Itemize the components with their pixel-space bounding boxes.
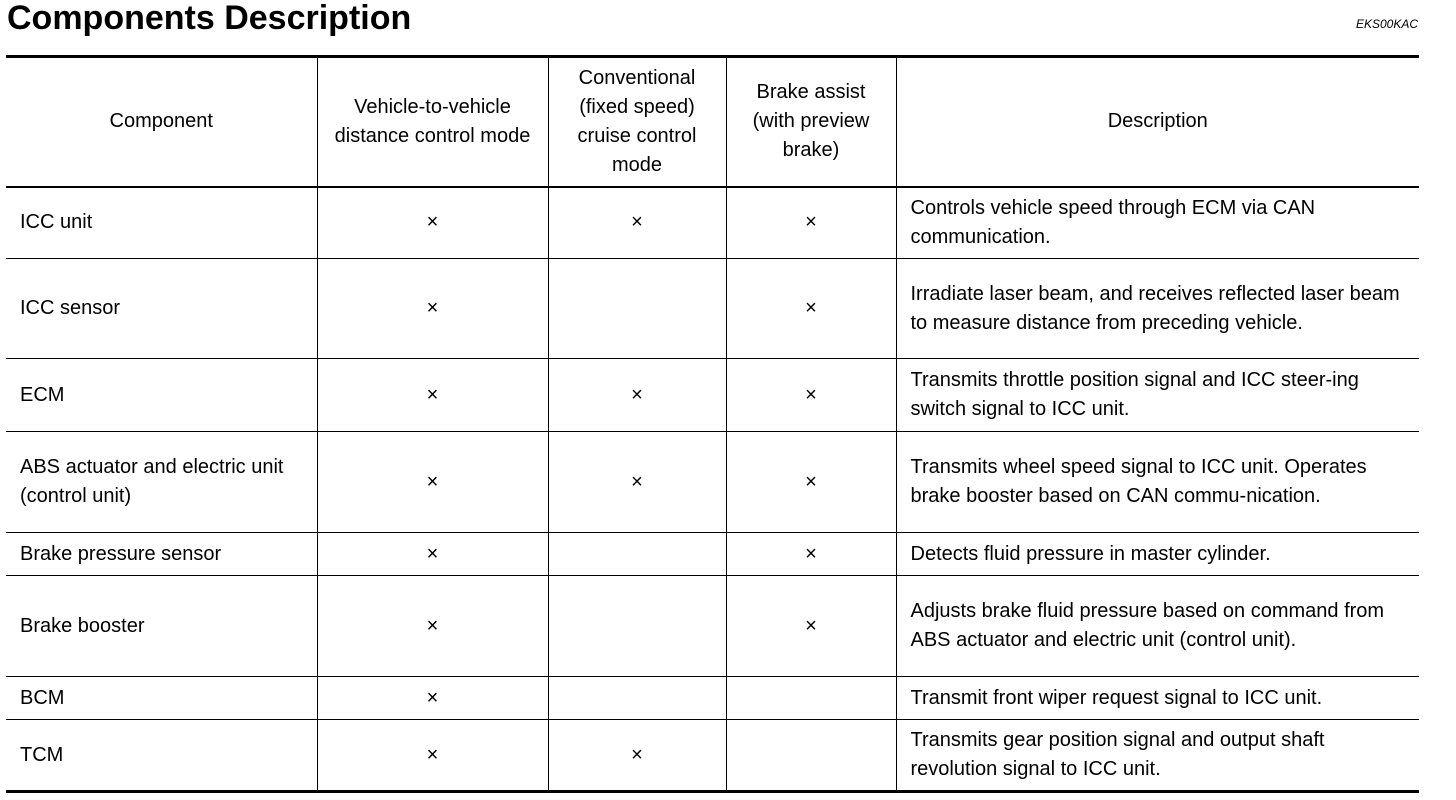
- brake-assist-cell: ×: [726, 359, 896, 432]
- description-cell: Transmit front wiper request signal to ICC unit.: [896, 677, 1419, 720]
- cruise-control-cell: ×: [548, 359, 726, 432]
- distance-control-cell: ×: [317, 259, 548, 359]
- description-cell: Adjusts brake fluid pressure based on command from ABS actuator and electric unit (control unit).: [896, 576, 1419, 677]
- brake-assist-cell: ×: [726, 432, 896, 533]
- distance-control-cell: ×: [317, 432, 548, 533]
- component-cell: BCM: [6, 677, 317, 720]
- description-cell: Transmits gear position signal and output shaft revolution signal to ICC unit.: [896, 720, 1419, 792]
- column-header-description: Description: [896, 57, 1419, 187]
- table-row: [6, 533, 1419, 576]
- components-table: [6, 55, 1419, 793]
- distance-control-cell: ×: [317, 677, 548, 720]
- page-title: Components Description: [7, 0, 412, 37]
- table-row: [6, 259, 1419, 359]
- table-row: [6, 432, 1419, 533]
- table-row: [6, 187, 1419, 259]
- table-row: [6, 576, 1419, 677]
- components-table-container: [6, 55, 1419, 793]
- cruise-control-cell: [548, 576, 726, 677]
- table-header-row: [6, 57, 1419, 187]
- distance-control-cell: ×: [317, 187, 548, 259]
- description-cell: Detects fluid pressure in master cylinder.: [896, 533, 1419, 576]
- cruise-control-cell: [548, 259, 726, 359]
- description-cell: Transmits throttle position signal and ICC steer-ing switch signal to ICC unit.: [896, 359, 1419, 432]
- cruise-control-cell: ×: [548, 187, 726, 259]
- description-cell: Irradiate laser beam, and receives reflected laser beam to measure distance from preceding vehicle.: [896, 259, 1419, 359]
- distance-control-cell: ×: [317, 359, 548, 432]
- component-cell: ICC unit: [6, 187, 317, 259]
- table-row: [6, 359, 1419, 432]
- document-code: EKS00KAC: [1355, 17, 1418, 31]
- cruise-control-cell: ×: [548, 720, 726, 792]
- cruise-control-cell: [548, 677, 726, 720]
- brake-assist-cell: [726, 677, 896, 720]
- table-body: [6, 187, 1419, 792]
- description-cell: Transmits wheel speed signal to ICC unit. Operates brake booster based on CAN commu-nication.: [896, 432, 1419, 533]
- brake-assist-cell: ×: [726, 533, 896, 576]
- component-cell: ECM: [6, 359, 317, 432]
- table-row: [6, 720, 1419, 792]
- table-row: [6, 677, 1419, 720]
- distance-control-cell: ×: [317, 576, 548, 677]
- brake-assist-cell: ×: [726, 576, 896, 677]
- distance-control-cell: ×: [317, 533, 548, 576]
- component-cell: TCM: [6, 720, 317, 792]
- brake-assist-cell: ×: [726, 187, 896, 259]
- component-cell: Brake booster: [6, 576, 317, 677]
- column-header-cruise-control: Conventional (fixed speed) cruise control mode: [548, 57, 726, 187]
- column-header-brake-assist: Brake assist (with preview brake): [726, 57, 896, 187]
- component-cell: ICC sensor: [6, 259, 317, 359]
- component-cell: ABS actuator and electric unit (control unit): [6, 432, 317, 533]
- brake-assist-cell: ×: [726, 259, 896, 359]
- brake-assist-cell: [726, 720, 896, 792]
- cruise-control-cell: [548, 533, 726, 576]
- distance-control-cell: ×: [317, 720, 548, 792]
- column-header-component: Component: [6, 57, 317, 187]
- component-cell: Brake pressure sensor: [6, 533, 317, 576]
- column-header-distance-control: Vehicle-to-vehicle distance control mode: [317, 57, 548, 187]
- cruise-control-cell: ×: [548, 432, 726, 533]
- description-cell: Controls vehicle speed through ECM via CAN communication.: [896, 187, 1419, 259]
